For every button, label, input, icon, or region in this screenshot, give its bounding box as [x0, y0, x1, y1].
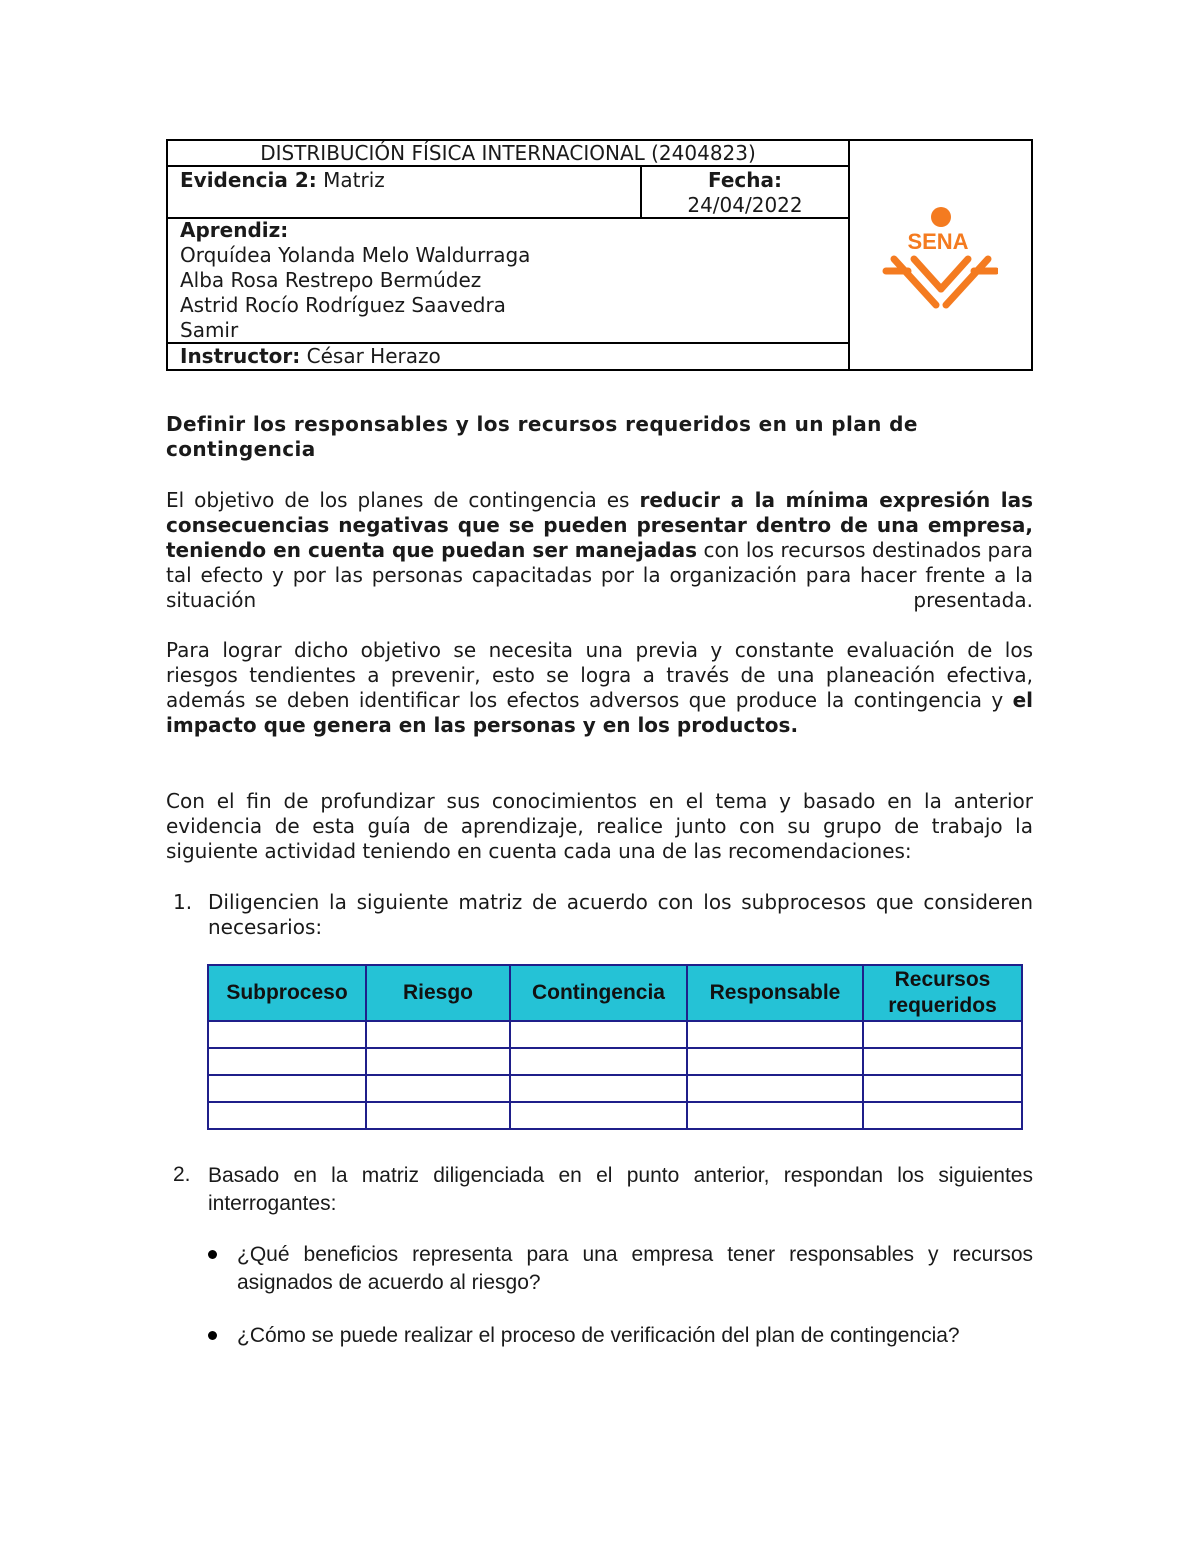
table-row — [208, 1102, 1022, 1129]
paragraph-1-lead: El objetivo de los planes de contingencia es — [166, 488, 630, 512]
matrix-header-row — [208, 965, 1022, 1021]
sena-logo-icon — [878, 201, 998, 311]
table-cell[interactable] — [863, 1075, 1022, 1102]
paragraph-2-lead: Para lograr dicho objetivo se necesita una previa y constante evaluación de los riesgos tendientes a prevenir, esto se logra a través de una planeación efectiva, además se deben identificar los efectos adversos que produce la contingencia y — [166, 638, 1033, 712]
matrix-header-riesgo: Riesgo — [366, 965, 510, 1021]
paragraph-1-bold: reducir a la mínima expresión las consecuencias negativas que se pueden presentar dentro de una empresa, teniendo en cuenta que puedan ser manejadas — [166, 488, 1034, 562]
paragraph-2 — [166, 638, 1033, 738]
section-title: Definir los responsables y los recursos requeridos en un plan de contingencia — [166, 412, 918, 461]
bullet-icon — [208, 1250, 217, 1259]
evidence-label: Evidencia 2: — [180, 168, 317, 192]
paragraph-1-rest: con los recursos destinados para tal efecto y por las personas capacitadas por la organización para hacer frente a la situación presentada. — [166, 538, 1033, 612]
item-2-text: Basado en la matriz diligenciada en el punto anterior, respondan los siguientes interrogantes: — [208, 1164, 1033, 1215]
table-cell[interactable] — [687, 1075, 863, 1102]
date-label: Fecha: — [707, 168, 782, 192]
table-row — [208, 1048, 1022, 1075]
table-cell[interactable] — [208, 1102, 366, 1129]
bullet-icon — [208, 1331, 217, 1340]
paragraph-2-bold: el impacto que genera en las personas y en los productos. — [166, 688, 1034, 737]
instructor-label: Instructor: — [180, 344, 301, 368]
table-cell[interactable] — [863, 1102, 1022, 1129]
evidence-value: Matriz — [323, 168, 385, 192]
table-cell[interactable] — [510, 1021, 687, 1048]
apprentice-name: Samir — [180, 318, 239, 342]
apprentice-label: Aprendiz: — [180, 218, 289, 242]
table-cell[interactable] — [510, 1048, 687, 1075]
table-row — [208, 1021, 1022, 1048]
date — [642, 168, 848, 218]
header-table — [166, 139, 1033, 371]
matrix-header-subproceso: Subproceso — [208, 965, 366, 1021]
table-cell[interactable] — [863, 1021, 1022, 1048]
matrix-header-contingencia: Contingencia — [510, 965, 687, 1021]
apprentice-name: Alba Rosa Restrepo Bermúdez — [180, 268, 482, 292]
table-cell[interactable] — [510, 1102, 687, 1129]
table-cell[interactable] — [510, 1075, 687, 1102]
table-cell[interactable] — [687, 1048, 863, 1075]
matrix-header-responsable: Responsable — [687, 965, 863, 1021]
item-1-number: 1. — [173, 890, 193, 914]
table-cell[interactable] — [366, 1102, 510, 1129]
item-1-text: Diligencien la siguiente matriz de acuerdo con los subprocesos que consideren necesarios: — [208, 890, 1033, 939]
contingency-matrix — [207, 964, 1023, 1130]
date-value: 24/04/2022 — [687, 193, 803, 217]
paragraph-1 — [166, 488, 1033, 613]
question-2: ¿Cómo se puede realizar el proceso de verificación del plan de contingencia? — [237, 1324, 960, 1347]
matrix-header-recursos: Recursos requeridos — [863, 965, 1022, 1021]
logo-text: SENA — [907, 229, 969, 254]
table-cell[interactable] — [863, 1048, 1022, 1075]
table-cell[interactable] — [687, 1021, 863, 1048]
course-title: DISTRIBUCIÓN FÍSICA INTERNACIONAL (2404823) — [260, 141, 756, 165]
table-cell[interactable] — [687, 1102, 863, 1129]
instructor-value: César Herazo — [306, 344, 441, 368]
table-cell[interactable] — [208, 1075, 366, 1102]
table-cell[interactable] — [208, 1048, 366, 1075]
evidence — [180, 168, 385, 193]
instructor — [180, 344, 441, 369]
header-divider — [848, 141, 850, 369]
item-2-number: 2. — [173, 1163, 191, 1186]
apprentices — [180, 218, 530, 343]
apprentice-name: Astrid Rocío Rodríguez Saavedra — [180, 293, 506, 317]
table-cell[interactable] — [366, 1075, 510, 1102]
table-row — [208, 1075, 1022, 1102]
table-cell[interactable] — [366, 1021, 510, 1048]
paragraph-3: Con el fin de profundizar sus conocimientos en el tema y basado en la anterior evidencia de esta guía de aprendizaje, realice junto con su grupo de trabajo la siguiente actividad teniendo en cuenta cada una de las recomendaciones: — [166, 789, 1033, 863]
question-1: ¿Qué beneficios representa para una empresa tener responsables y recursos asignados de acuerdo al riesgo? — [237, 1243, 1033, 1294]
table-cell[interactable] — [208, 1021, 366, 1048]
table-cell[interactable] — [366, 1048, 510, 1075]
apprentice-name: Orquídea Yolanda Melo Waldurraga — [180, 243, 531, 267]
